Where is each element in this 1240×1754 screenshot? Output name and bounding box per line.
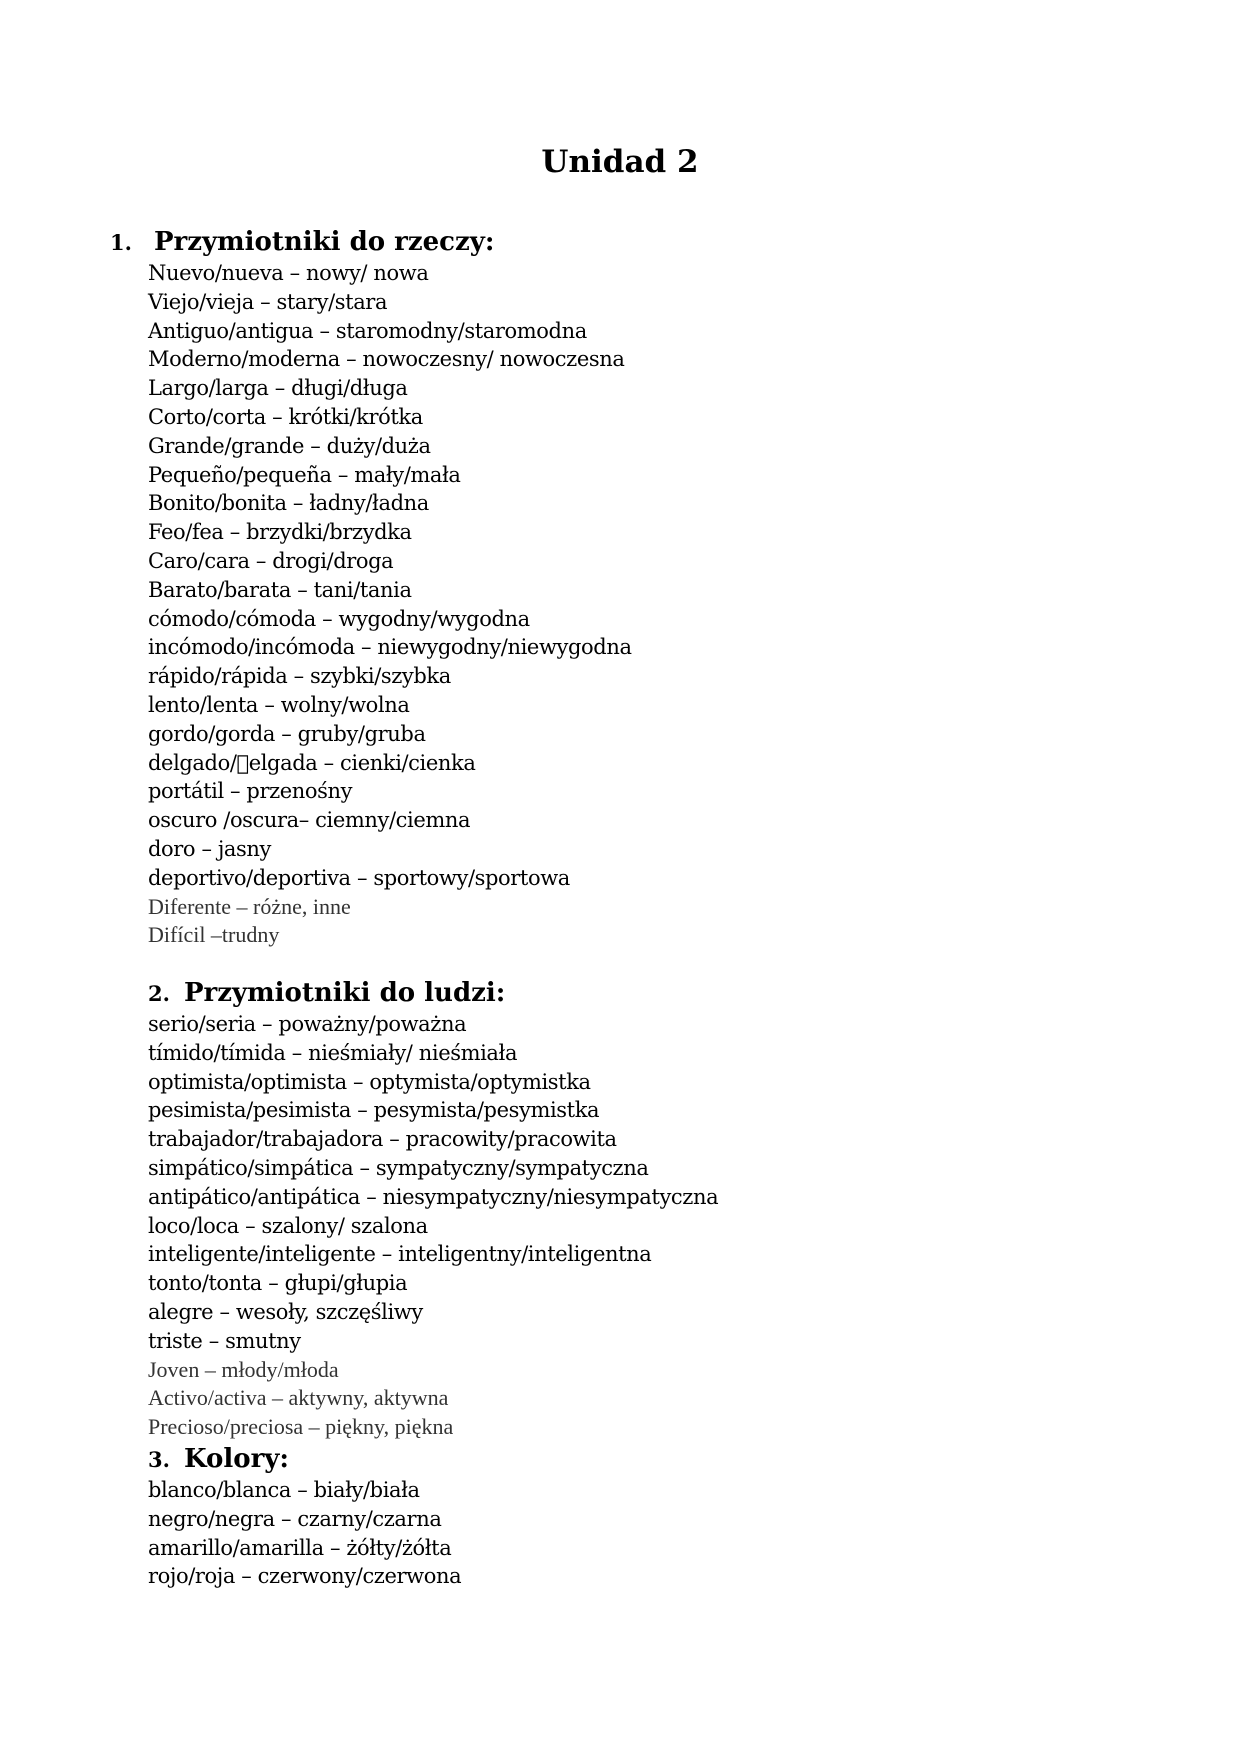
vocab-item: tonto/tonta – głupi/głupia <box>148 1271 408 1296</box>
vocab-item: oscuro /oscura– ciemny/ciemna <box>148 808 471 833</box>
vocab-item: Corto/corta – krótki/krótka <box>148 404 423 429</box>
vocab-item: Barato/barata – tani/tania <box>148 577 412 602</box>
vocab-item: triste – smutny <box>148 1328 301 1353</box>
vocab-item: pesimista/pesimista – pesymista/pesymistka <box>148 1098 600 1123</box>
vocab-item: antipático/antipática – niesympatyczny/niesympatyczna <box>148 1184 719 1209</box>
vocab-item: doro – jasny <box>148 836 272 861</box>
section-title: Przymiotniki do ludzi: <box>184 978 506 1008</box>
vocab-item: delgado/ elgada – cienki/cienka <box>148 750 470 775</box>
section-title: Przymiotniki do rzeczy: <box>154 227 495 257</box>
vocab-item: deportivo/deportiva – sportowy/sportowa <box>148 865 570 890</box>
vocab-item: Bonito/bonita – ładny/ładna <box>148 491 429 516</box>
vocab-item: cómodo/cómoda – wygodny/wygodna <box>148 606 530 631</box>
section-heading-things <box>110 226 494 259</box>
vocab-item: amarillo/amarilla – żółty/żółta <box>148 1535 452 1560</box>
section-number: 3. <box>148 1447 170 1472</box>
vocab-item: Precioso/preciosa – piękny, piękna <box>148 1414 454 1440</box>
section-heading-people <box>148 977 505 1010</box>
vocab-item: inteligente/inteligente – inteligentny/inteligentna <box>148 1242 652 1267</box>
vocab-item: negro/negra – czarny/czarna <box>148 1506 442 1531</box>
vocab-item: incómodo/incómoda – niewygodny/niewygodna <box>148 635 632 660</box>
vocab-item: optimista/optimista – optymista/optymistka <box>148 1069 591 1094</box>
vocab-item: trabajador/trabajadora – pracowity/pracowita <box>148 1127 617 1152</box>
vocab-item: portátil – przenośny <box>148 779 353 804</box>
vocab-item: Antiguo/antigua – staromodny/staromodna <box>148 318 587 343</box>
vocab-item: rápido/rápida – szybki/szybka <box>148 664 451 689</box>
vocab-item: rojo/roja – czerwony/czerwona <box>148 1564 462 1589</box>
vocab-item: Difícil –trudny <box>148 922 280 948</box>
vocab-item: Viejo/vieja – stary/stara <box>148 289 388 314</box>
vocab-item: Activo/activa – aktywny, aktywna <box>148 1385 449 1411</box>
section-number: 1. <box>110 230 132 255</box>
section-heading-colors <box>148 1443 289 1476</box>
vocab-item: alegre – wesoły, szczęśliwy <box>148 1299 423 1324</box>
section-title: Kolory: <box>184 1444 289 1474</box>
vocab-item: lento/lenta – wolny/wolna <box>148 692 410 717</box>
vocab-item: Moderno/moderna – nowoczesny/ nowoczesna <box>148 347 625 372</box>
vocab-item: Caro/cara – drogi/droga <box>148 548 394 573</box>
vocab-item: Grande/grande – duży/duża <box>148 433 431 458</box>
vocab-item: Diferente – różne, inne <box>148 893 351 919</box>
vocab-item: Pequeño/pequeña – mały/mała <box>148 462 461 487</box>
vocab-item: loco/loca – szalony/ szalona <box>148 1213 428 1238</box>
vocab-item: Largo/larga – długi/długa <box>148 376 408 401</box>
vocab-list-people <box>148 1010 718 1442</box>
vocab-item: Joven – młody/młoda <box>148 1356 339 1382</box>
vocab-item: gordo/gorda – gruby/gruba <box>148 721 426 746</box>
section-number: 2. <box>148 981 170 1006</box>
vocab-item: simpático/simpática – sympatyczny/sympatyczna <box>148 1155 649 1180</box>
vocab-list-things <box>148 259 632 950</box>
vocab-item: Nuevo/nueva – nowy/ nowa <box>148 261 429 285</box>
page-title: Unidad 2 <box>541 144 699 180</box>
vocab-item: serio/seria – poważny/poważna <box>148 1012 467 1036</box>
vocab-item: Feo/fea – brzydki/brzydka <box>148 520 412 545</box>
vocab-list-colors <box>148 1476 461 1591</box>
vocab-item: tímido/tímida – nieśmiały/ nieśmiała <box>148 1040 518 1065</box>
vocab-item: blanco/blanca – biały/biała <box>148 1478 420 1502</box>
